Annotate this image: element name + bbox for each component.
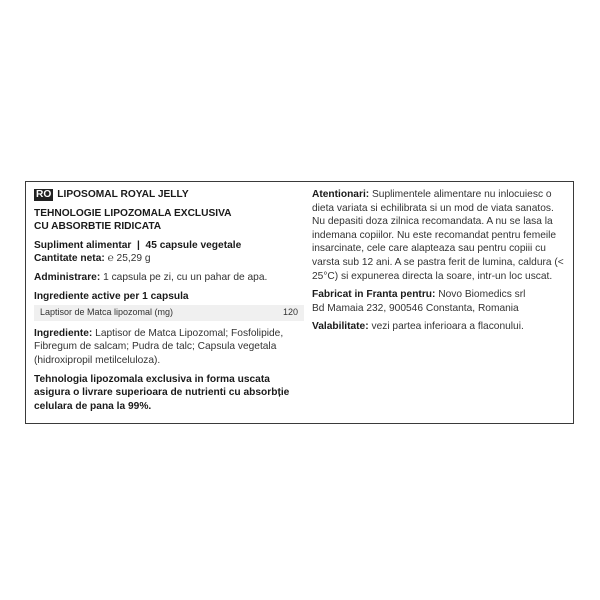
validity-label: Valabilitate: <box>312 321 369 333</box>
net-label: Cantitate neta: <box>34 253 105 265</box>
claim-text: Tehnologia lipozomala exclusiva in forma uscata asigura o livrare superioara de nutrienti cu absorbție celulara de pana la 99%. <box>34 373 290 412</box>
product-label <box>25 181 574 424</box>
tagline-1: TEHNOLOGIE LIPOZOMALA EXCLUSIVA <box>34 207 232 219</box>
product-type: Supliment alimentar | 45 capsule vegetale <box>34 239 242 251</box>
ingredients-label: Ingrediente: <box>34 327 93 339</box>
net-value: ℮ 25,29 g <box>107 253 151 265</box>
warnings-label: Atentionari: <box>312 189 370 200</box>
active-ingredient-name: Laptisor de Matca lipozomal (mg) <box>40 307 174 318</box>
tagline-2: CU ABSORBTIE RIDICATA <box>34 221 162 233</box>
label-right-column <box>312 188 568 339</box>
active-title: Ingrediente active per 1 capsula <box>34 290 189 302</box>
product-name: LIPOSOMAL ROYAL JELLY <box>57 189 189 200</box>
active-ingredient-row <box>34 305 304 321</box>
manufacturer-address: Bd Mamaia 232, 900546 Constanta, Romania <box>312 302 519 314</box>
admin-value: 1 capsula pe zi, cu un pahar de apa. <box>103 271 268 283</box>
warnings-value: Suplimentele alimentare nu inlocuiesc o dieta variata si echilibrata si un mod de viata sanatos. Nu depasiti doza zilnica recomandata. A nu se lasa la indemana copiilor. Nu este recomandat pentru femeile insarcinate, cele care alapteaza sau pentru copiii cu varsta sub 12 ani. A se pastra ferit de lumina, caldura (< 25°C) si expunerea directa la soare, intr-un loc uscat. <box>312 189 564 282</box>
language-badge: RO <box>36 189 52 200</box>
label-left-column <box>34 188 304 418</box>
ingredients-value: Laptisor de Matca Lipozomal; Fosfolipide, Fibregum de salcam; Pudra de talc; Capsula vegetala (hidroxipropil metilceluloza). <box>34 327 284 366</box>
active-ingredient-value: 120 <box>282 307 298 318</box>
manufacturer-label: Fabricat in Franta pentru: <box>312 289 436 301</box>
admin-label: Administrare: <box>34 271 101 283</box>
manufacturer-name: Novo Biomedics srl <box>438 289 526 301</box>
validity-value: vezi partea inferioara a flaconului. <box>371 321 524 333</box>
